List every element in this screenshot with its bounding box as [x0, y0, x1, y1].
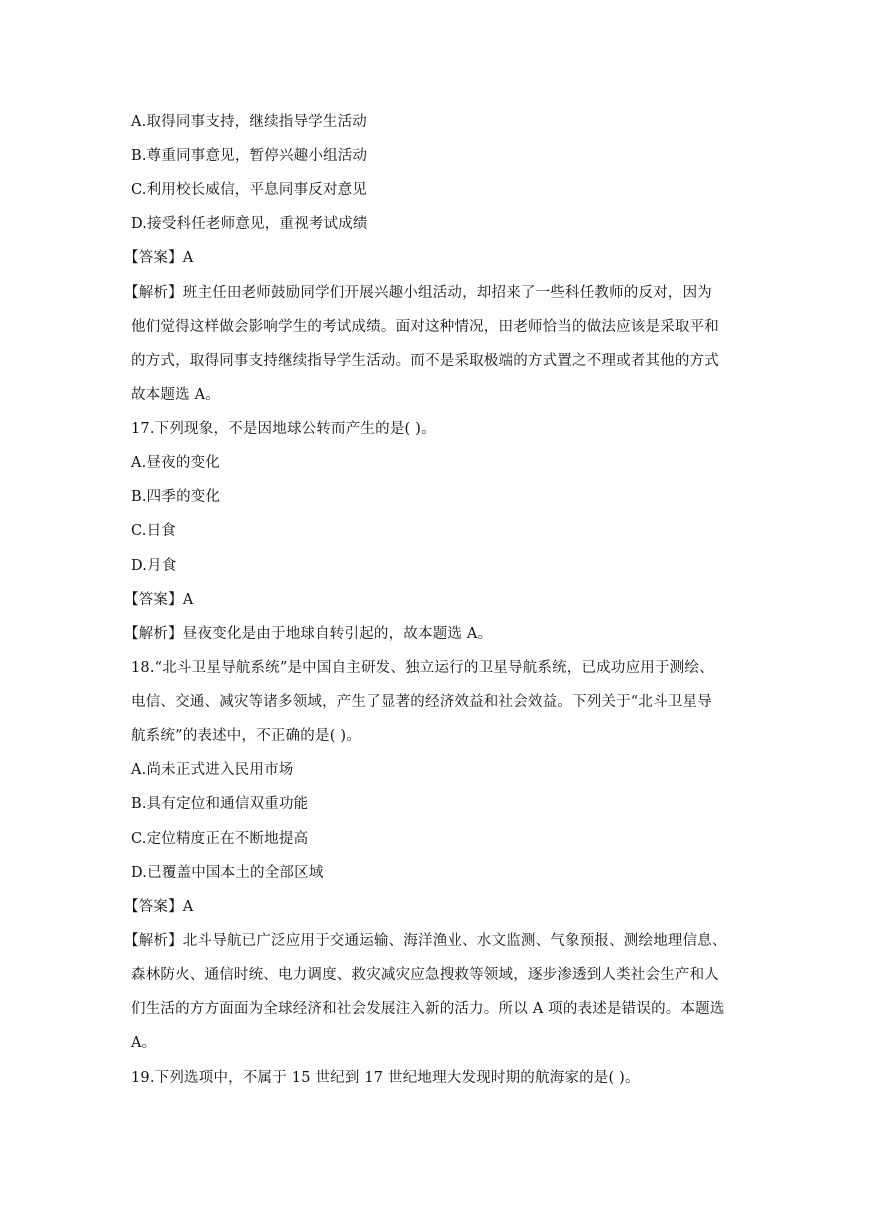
q17-answer: 【答案】A [124, 592, 194, 608]
q16-analysis-line-3: 的方式，取得同事支持继续指导学生活动。而不是采取极端的方式置之不理或者其他的方式 [131, 353, 719, 369]
q16-option-d: D.接受科任老师意见，重视考试成绩 [131, 216, 368, 232]
q17-stem: 17.下列现象，不是因地球公转而产生的是( )。 [131, 421, 436, 437]
q19-stem: 19.下列选项中，不属于 15 世纪到 17 世纪地理大发现时期的航海家的是( )。 [131, 1070, 640, 1086]
q18-answer: 【答案】A [124, 899, 194, 915]
q18-stem-line-2: 电信、交通、减灾等诸多领域，产生了显著的经济效益和社会效益。下列关于“北斗卫星导 [131, 694, 712, 710]
q16-option-c: C.利用校长威信，平息同事反对意见 [131, 182, 368, 198]
q18-stem-line-1: 18.“北斗卫星导航系统”是中国自主研发、独立运行的卫星导航系统，已成功应用于测绘、 [131, 660, 714, 676]
q16-analysis-line-2: 他们觉得这样做会影响学生的考试成绩。面对这种情况，田老师恰当的做法应该是采取平和 [131, 319, 719, 335]
q17-option-c: C.日食 [131, 523, 176, 539]
q16-option-b: B.尊重同事意见，暂停兴趣小组活动 [131, 148, 368, 164]
q18-option-c: C.定位精度正在不断地提高 [131, 831, 309, 847]
q16-analysis-line-4: 故本题选 A。 [131, 387, 220, 403]
q17-option-b: B.四季的变化 [131, 489, 221, 505]
q16-answer: 【答案】A [124, 250, 194, 266]
q17-option-d: D.月食 [131, 558, 177, 574]
q17-option-a: A.昼夜的变化 [131, 455, 220, 471]
q18-analysis-line-1: 【解析】北斗导航已广泛应用于交通运输、海洋渔业、水文监测、气象预报、测绘地理信息、 [124, 933, 727, 949]
q18-analysis-line-4: A。 [131, 1035, 157, 1051]
q18-option-b: B.具有定位和通信双重功能 [131, 796, 309, 812]
q16-analysis-line-1: 【解析】班主任田老师鼓励同学们开展兴趣小组活动，却招来了一些科任教师的反对，因为 [124, 285, 712, 301]
q18-analysis-line-2: 森林防火、通信时统、电力调度、救灾减灾应急搜救等领域，逐步渗透到人类社会生产和人 [131, 967, 719, 983]
q18-analysis-line-3: 们生活的方方面面为全球经济和社会发展注入新的活力。所以 A 项的表述是错误的。本题选 [131, 1001, 725, 1017]
q18-option-d: D.已覆盖中国本土的全部区域 [131, 865, 324, 881]
q17-analysis: 【解析】昼夜变化是由于地球自转引起的，故本题选 A。 [124, 626, 493, 642]
q18-stem-line-3: 航系统”的表述中，不正确的是( )。 [131, 728, 361, 744]
q16-option-a: A.取得同事支持，继续指导学生活动 [131, 114, 367, 130]
q18-option-a: A.尚未正式进入民用市场 [131, 762, 294, 778]
